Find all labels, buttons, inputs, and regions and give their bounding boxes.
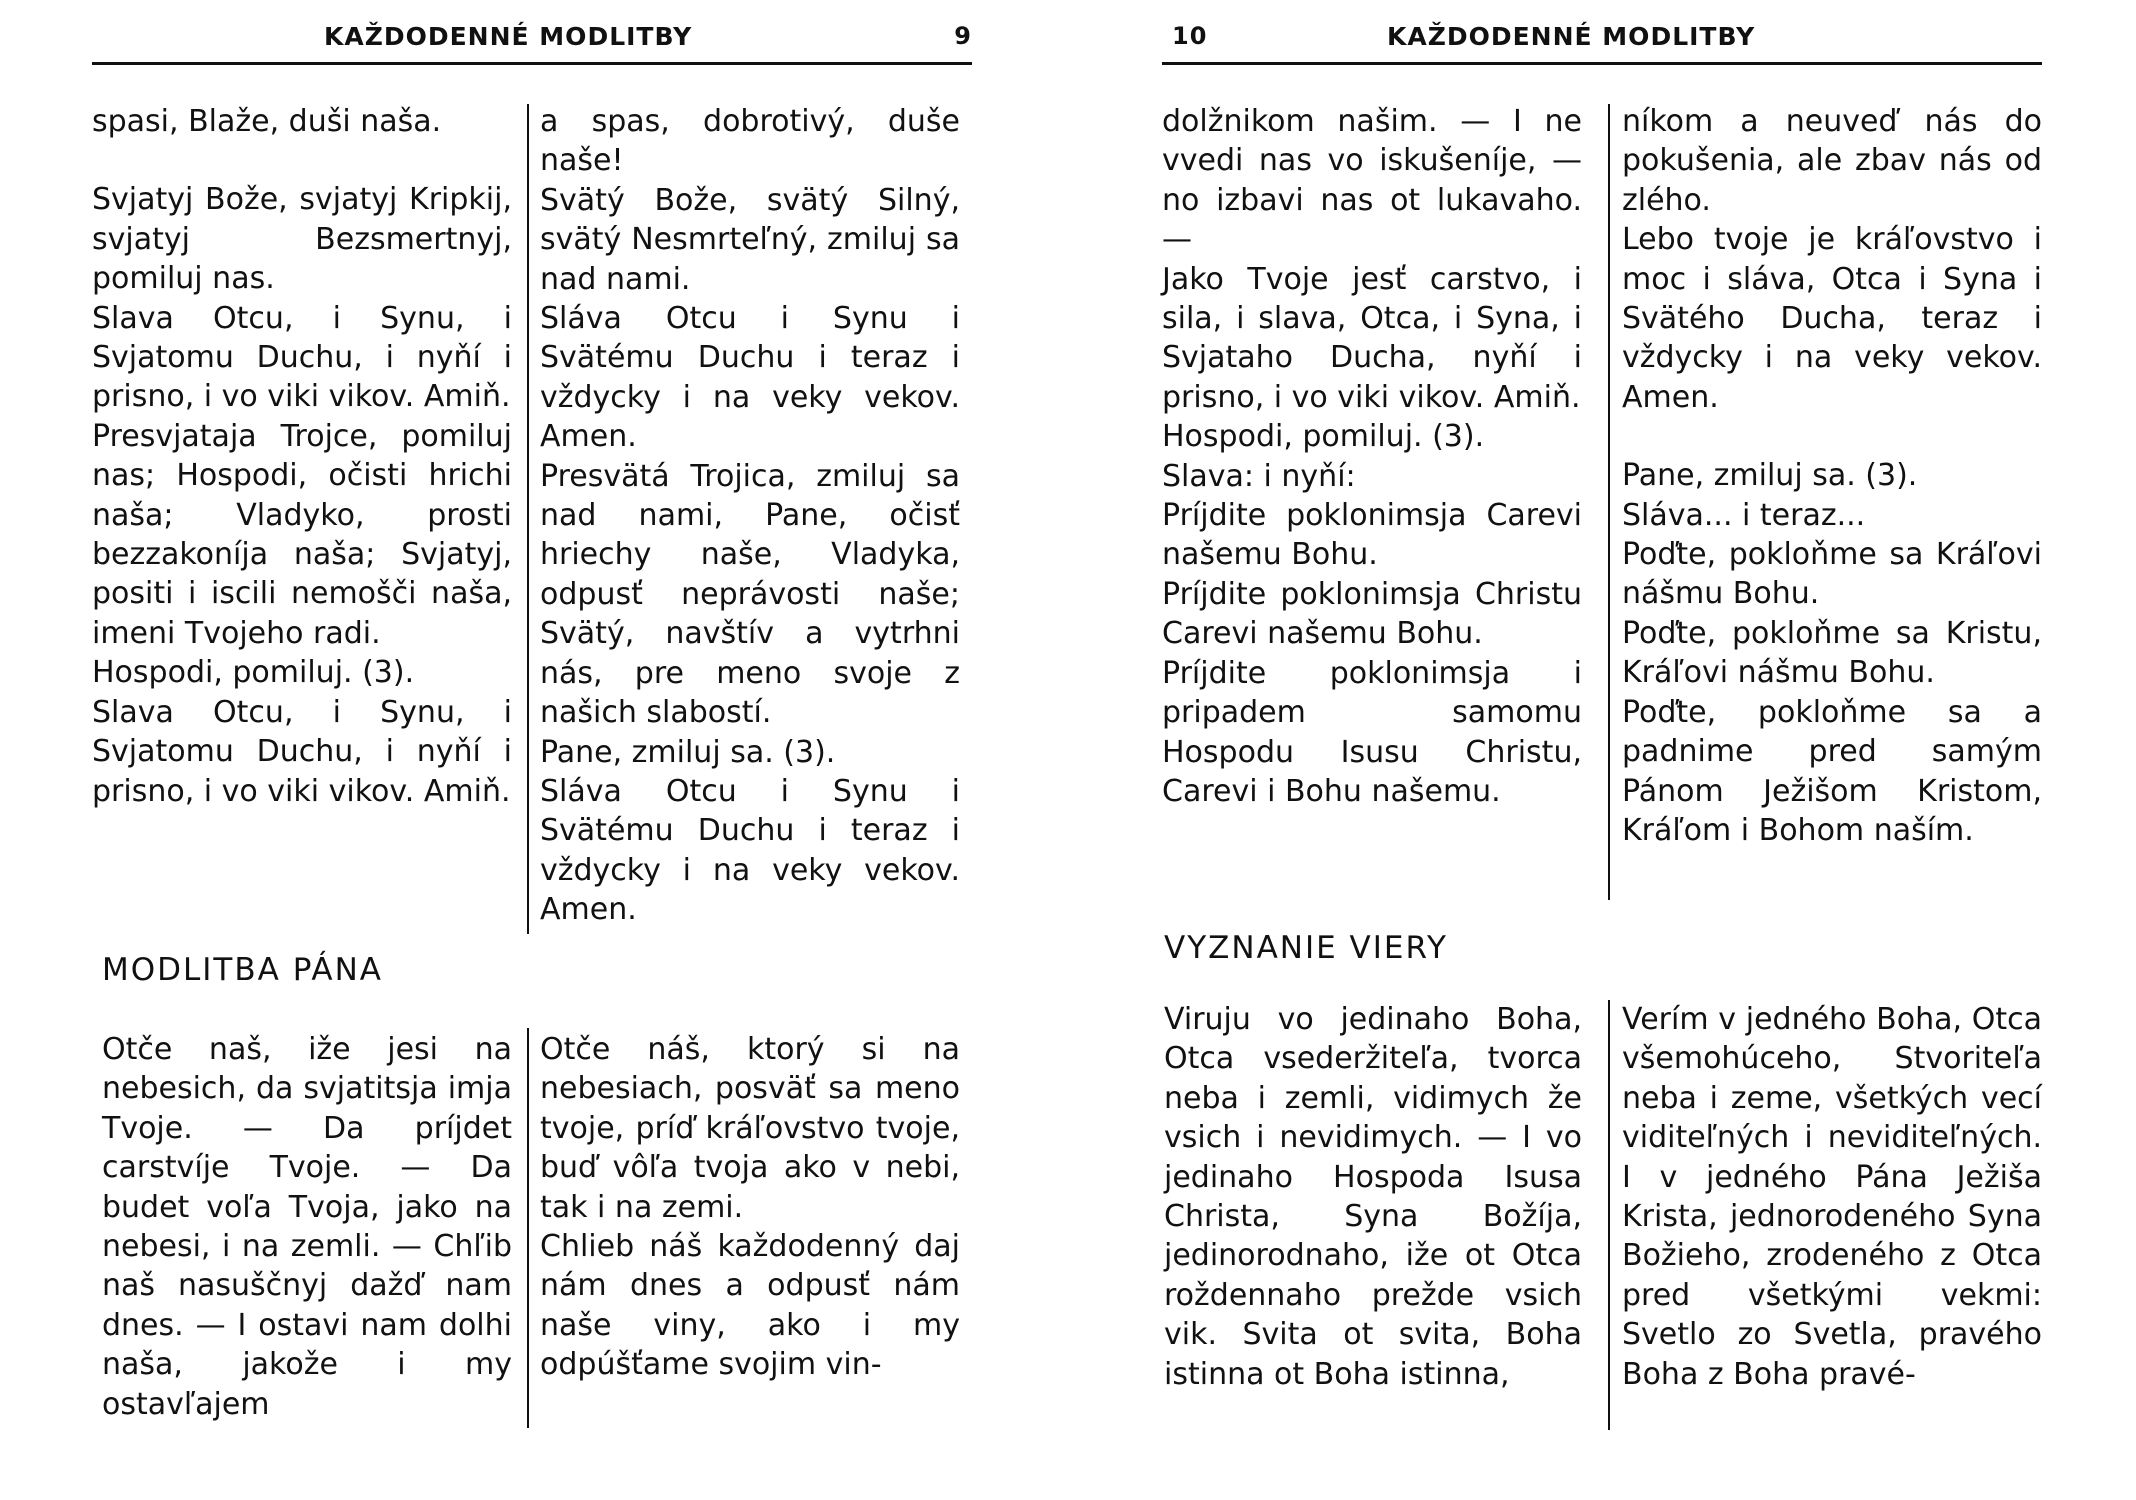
paragraph: Viruju vo jedinaho Boha, Otca vsederžiteľa, tvorca neba i zemli, vidimych že vsich i nevidimych. — I vo jedinaho Hospoda Isusa Christa, Syna Božíja, jedinorodnaho, iže ot Otca roždennaho prežde vsich vik. Svita ot svita, Boha istinna ot Boha istinna, — [1164, 1002, 1582, 1392]
page-number: 10 — [1172, 22, 1208, 50]
running-head — [92, 20, 972, 60]
column-divider — [527, 1028, 529, 1428]
paragraph: Chlieb náš každodenný daj nám dnes a odpusť nám naše viny, ako i my odpúšťame svojim vin- — [540, 1229, 960, 1383]
paragraph: Príjdite poklonimsja Christu Carevi našemu Bohu. — [1162, 576, 1582, 652]
paragraph: Slava Otcu, i Synu, i Svjatomu Duchu, i nyňí i prisno, i vo viki vikov. Amiň. — [92, 300, 512, 415]
paragraph: spasi, Blaže, duši naša. — [92, 104, 442, 139]
paragraph: Sláva... i teraz... — [1622, 497, 1866, 533]
right-page — [1162, 0, 2042, 1500]
page-number: 9 — [954, 22, 972, 50]
column-divider — [1608, 104, 1610, 900]
paragraph: Presvjataja Trojce, pomiluj nas; Hospodi, očisti hrichi naša; Vladyko, prosti bezzakoníja naša; Svjatyj, positi i iscili nemošči naša, imeni Tvojeho radi. — [92, 418, 512, 651]
paragraph: Hospodi, pomiluj. (3). — [1162, 419, 1485, 455]
section-title: VYZNANIE VIERY — [1164, 930, 1448, 966]
paragraph: Pane, zmiluj sa. (3). — [1622, 458, 1918, 494]
paragraph: Slava: i nyňí: — [1162, 458, 1356, 494]
running-head — [1162, 20, 2042, 60]
section-title: MODLITBA PÁNA — [102, 952, 384, 988]
blank-line — [92, 141, 512, 180]
paragraph: Pane, zmiluj sa. (3). — [540, 734, 836, 770]
paragraph: Svjatyj Bože, svjatyj Kripkij, svjatyj Bezsmertnyj, pomiluj nas. — [92, 182, 512, 297]
left-page-bottom-slovak-column — [532, 1030, 960, 1385]
right-page-top-church-slavonic-column — [1162, 102, 1590, 811]
paragraph: Poďte, pokloňme sa Kráľovi nášmu Bohu. — [1622, 537, 2042, 612]
right-page-top-slovak-column — [1614, 102, 2042, 850]
left-page-top-slovak-column — [532, 102, 960, 930]
paragraph: Sláva Otcu i Synu i Svätému Duchu i teraz i vždycky i na veky vekov. Amen. — [540, 773, 960, 928]
paragraph: Otče naš, iže jesi na nebesich, da svjatitsja imja Tvoje. — Da príjdet carstvíje Tvoje. — Da budet voľa Tvoja, jako na nebesi, i na zemli. — Chľib naš nasuščnyj dažď nam dnes. — I ostavi nam dolhi naša, jakože i my ostavľajem — [102, 1032, 512, 1422]
header-rule — [1162, 62, 2042, 65]
paragraph: Príjdite poklonimsja Carevi našemu Bohu. — [1162, 498, 1582, 573]
paragraph: Poďte, pokloňme sa Kristu, Kráľovi nášmu Bohu. — [1622, 615, 2042, 691]
paragraph: dolžnikom našim. — I ne vvedi nas vo iskušeníje, — no izbavi nas ot lukavaho. — — [1162, 104, 1582, 258]
paragraph: Lebo tvoje je kráľovstvo i moc i sláva, Otca i Syna i Svätého Ducha, teraz i vždycky i na veky vekov. Amen. — [1622, 222, 2042, 415]
blank-line — [1622, 417, 2042, 456]
paragraph: Jako Tvoje jesť carstvo, i sila, i slava, Otca, i Syna, i Svjataho Ducha, nyňí i prisno, i vo viki vikov. Amiň. — [1162, 261, 1582, 415]
paragraph: Hospodi, pomiluj. (3). — [92, 655, 415, 691]
header-title: KAŽDODENNÉ MODLITBY — [1387, 22, 1756, 51]
paragraph: Slava Otcu, i Synu, i Svjatomu Duchu, i nyňí i prisno, i vo viki vikov. Amiň. — [92, 694, 512, 809]
paragraph: Presvätá Trojica, zmiluj sa nad nami, Pane, očisť hriechy naše, Vladyka, odpusť neprávosti naše; Svätý, navštív a vytrhni nás, pre meno svoje z našich slabostí. — [540, 458, 960, 731]
column-divider — [1608, 1000, 1610, 1430]
right-page-bottom-slovak-column — [1614, 1000, 2042, 1394]
paragraph: a spas, dobrotivý, duše naše! — [540, 104, 960, 179]
column-divider — [527, 104, 529, 934]
paragraph: Príjdite poklonimsja i pripadem samomu Hospodu Isusu Christu, Carevi i Bohu našemu. — [1162, 655, 1582, 809]
paragraph: Svätý Bože, svätý Silný, svätý Nesmrteľný, zmiluj sa nad nami. — [540, 182, 960, 297]
paragraph: Sláva Otcu i Synu i Svätému Duchu i teraz i vždycky i na veky vekov. Amen. — [540, 301, 960, 455]
paragraph: Poďte, pokloňme sa a padnime pred samým Pánom Ježišom Kristom, Kráľom i Bohom naším. — [1622, 694, 2042, 848]
left-page — [92, 0, 972, 1500]
header-rule — [92, 62, 972, 65]
right-page-bottom-church-slavonic-column — [1164, 1000, 1590, 1394]
header-title: KAŽDODENNÉ MODLITBY — [324, 22, 693, 51]
paragraph: Verím v jedného Boha, Otca všemohúceho, Stvoriteľa neba i zeme, všetkých vecí viditeľných i neviditeľných. I v jedného Pána Ježiša Krista, jednorodeného Syna Božieho, zrodeného z Otca pred všetkými vekmi: Svetlo zo Svetla, pravého Boha z Boha pravé- — [1622, 1002, 2042, 1392]
paragraph: níkom a neuveď nás do pokušenia, ale zbav nás od zlého. — [1622, 104, 2042, 218]
left-page-top-church-slavonic-column — [92, 102, 520, 811]
paragraph: Otče náš, ktorý si na nebesiach, posväť sa meno tvoje, príď kráľovstvo tvoje, buď vôľa tvoja ako v nebi, tak i na zemi. — [540, 1032, 960, 1225]
left-page-bottom-church-slavonic-column — [102, 1030, 520, 1424]
